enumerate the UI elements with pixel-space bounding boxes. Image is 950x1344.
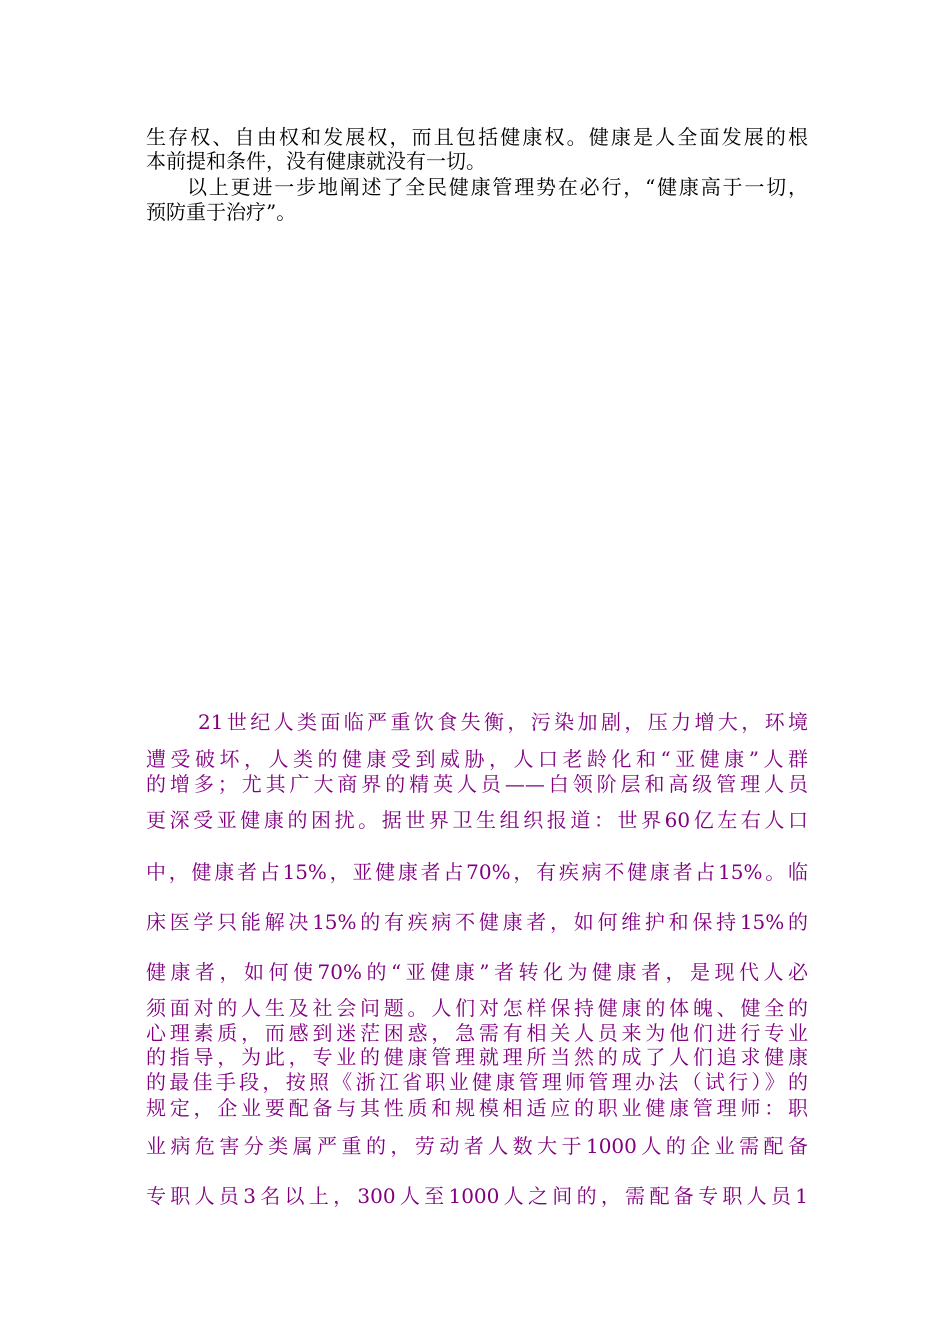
paragraph-line: 心理素质，而感到迷茫困惑，急需有相关人员来为他们进行专业	[146, 1021, 808, 1045]
paragraph-line: 的增多；尤其广大商界的精英人员——白领阶层和高级管理人员	[146, 772, 808, 796]
paragraph-line: 规定，企业要配备与其性质和规模相适应的职业健康管理师：职	[146, 1096, 808, 1120]
paragraph-line: 的最佳手段，按照《浙江省职业健康管理师管理办法（试行）》的	[146, 1070, 808, 1094]
paragraph-line: 遭受破坏，人类的健康受到威胁，人口老龄化和“亚健康”人群	[146, 747, 808, 771]
paragraph-line: 业病危害分类属严重的，劳动者人数大于1000人的企业需配备	[146, 1134, 808, 1158]
paragraph-line: 21世纪人类面临严重饮食失衡，污染加剧，压力增大，环境	[198, 710, 808, 734]
paragraph-line: 健康者，如何使70%的“亚健康”者转化为健康者，是现代人必	[146, 960, 808, 984]
paragraph-line: 的指导，为此，专业的健康管理就理所当然的成了人们追求健康	[146, 1045, 808, 1069]
paragraph-line: 须面对的人生及社会问题。人们对怎样保持健康的体魄、健全的	[146, 996, 808, 1020]
paragraph-line: 床医学只能解决15%的有疾病不健康者，如何维护和保持15%的	[146, 910, 808, 934]
paragraph-line: 预防重于治疗”。	[146, 200, 297, 224]
paragraph-line: 中，健康者占15%，亚健康者占70%，有疾病不健康者占15%。临	[146, 860, 808, 884]
paragraph-line: 更深受亚健康的困扰。据世界卫生组织报道：世界60亿左右人口	[146, 808, 808, 832]
paragraph-line: 专职人员3名以上，300人至1000人之间的，需配备专职人员1	[146, 1184, 808, 1208]
paragraph-line: 以上更进一步地阐述了全民健康管理势在必行，“健康高于一切，	[187, 175, 808, 199]
paragraph-line: 本前提和条件，没有健康就没有一切。	[146, 149, 486, 173]
paragraph-line: 生存权、自由权和发展权，而且包括健康权。健康是人全面发展的根	[146, 125, 808, 149]
